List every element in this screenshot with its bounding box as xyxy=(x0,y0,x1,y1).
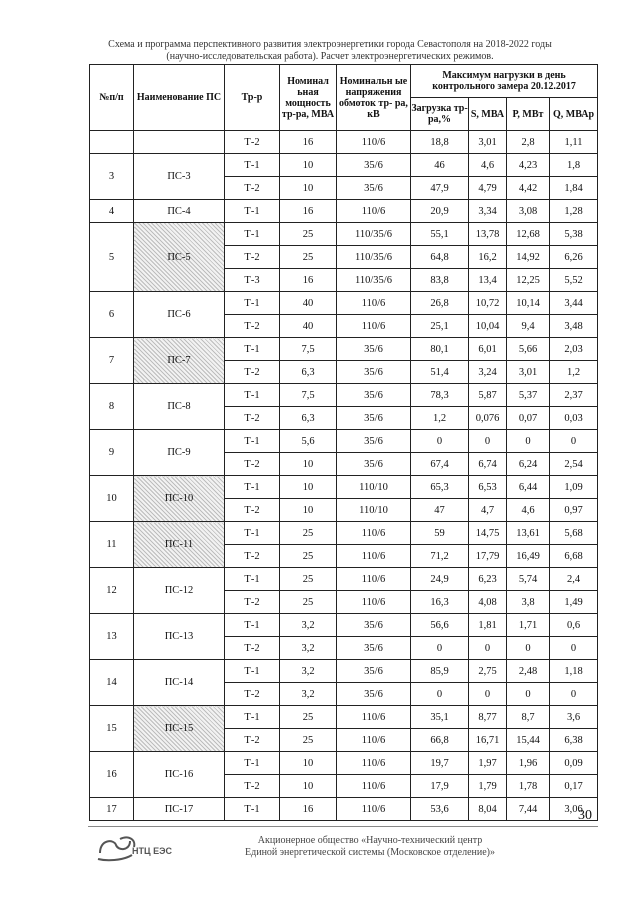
cell-voltage: 110/6 xyxy=(337,545,411,568)
col-header-group: Максимум нагрузки в день контрольного замера 20.12.2017 xyxy=(411,65,598,98)
table-row xyxy=(90,706,598,729)
cell-trp: Т-1 xyxy=(225,338,280,361)
cell-p: 12,25 xyxy=(507,269,550,292)
cell-s: 1,81 xyxy=(469,614,507,637)
cell-load: 65,3 xyxy=(411,476,469,499)
cell-p: 1,71 xyxy=(507,614,550,637)
cell-num: 4 xyxy=(90,200,134,223)
cell-num: 3 xyxy=(90,154,134,200)
cell-load: 17,9 xyxy=(411,775,469,798)
cell-trp: Т-2 xyxy=(225,246,280,269)
cell-trp: Т-2 xyxy=(225,177,280,200)
cell-s: 1,79 xyxy=(469,775,507,798)
cell-power: 25 xyxy=(280,246,337,269)
cell-p: 7,44 xyxy=(507,798,550,821)
col-header-voltage: Номинальн ые напряжения обмоток тр- ра, кВ xyxy=(337,65,411,131)
table-row xyxy=(90,131,598,154)
cell-trp: Т-2 xyxy=(225,775,280,798)
table-row xyxy=(90,660,598,683)
cell-load: 56,6 xyxy=(411,614,469,637)
cell-s: 4,7 xyxy=(469,499,507,522)
table-row xyxy=(90,568,598,591)
cell-load: 25,1 xyxy=(411,315,469,338)
cell-power: 40 xyxy=(280,292,337,315)
cell-q: 1,18 xyxy=(550,660,598,683)
cell-voltage: 110/6 xyxy=(337,131,411,154)
cell-voltage: 110/35/6 xyxy=(337,223,411,246)
cell-voltage: 110/6 xyxy=(337,706,411,729)
cell-power: 10 xyxy=(280,499,337,522)
cell-power: 6,3 xyxy=(280,361,337,384)
cell-load: 19,7 xyxy=(411,752,469,775)
cell-load: 20,9 xyxy=(411,200,469,223)
cell-s: 0 xyxy=(469,430,507,453)
cell-substation-name: ПС-12 xyxy=(134,568,225,614)
cell-p: 4,42 xyxy=(507,177,550,200)
cell-load: 55,1 xyxy=(411,223,469,246)
cell-trp: Т-2 xyxy=(225,407,280,430)
cell-power: 16 xyxy=(280,131,337,154)
cell-q: 0 xyxy=(550,637,598,660)
cell-load: 53,6 xyxy=(411,798,469,821)
cell-substation-name: ПС-4 xyxy=(134,200,225,223)
cell-voltage: 35/6 xyxy=(337,154,411,177)
cell-q: 2,37 xyxy=(550,384,598,407)
cell-q: 0,09 xyxy=(550,752,598,775)
cell-p: 15,44 xyxy=(507,729,550,752)
cell-load: 71,2 xyxy=(411,545,469,568)
cell-substation-name: ПС-9 xyxy=(134,430,225,476)
cell-voltage: 35/6 xyxy=(337,614,411,637)
cell-p: 3,08 xyxy=(507,200,550,223)
cell-q: 1,09 xyxy=(550,476,598,499)
col-header-num: №п/п xyxy=(90,65,134,131)
cell-q: 1,2 xyxy=(550,361,598,384)
cell-q: 2,54 xyxy=(550,453,598,476)
cell-voltage: 35/6 xyxy=(337,683,411,706)
cell-q: 6,38 xyxy=(550,729,598,752)
cell-num: 6 xyxy=(90,292,134,338)
cell-s: 6,53 xyxy=(469,476,507,499)
cell-substation-name: ПС-8 xyxy=(134,384,225,430)
cell-power: 25 xyxy=(280,568,337,591)
cell-power: 6,3 xyxy=(280,407,337,430)
table-row xyxy=(90,430,598,453)
cell-s: 3,24 xyxy=(469,361,507,384)
cell-substation-name: ПС-15 xyxy=(134,706,225,752)
cell-power: 25 xyxy=(280,706,337,729)
cell-voltage: 35/6 xyxy=(337,407,411,430)
cell-q: 0,6 xyxy=(550,614,598,637)
cell-q: 5,52 xyxy=(550,269,598,292)
cell-trp: Т-1 xyxy=(225,223,280,246)
cell-power: 25 xyxy=(280,729,337,752)
cell-voltage: 35/6 xyxy=(337,384,411,407)
cell-power: 3,2 xyxy=(280,637,337,660)
cell-load: 80,1 xyxy=(411,338,469,361)
cell-q: 1,28 xyxy=(550,200,598,223)
col-header-s: S, МВА xyxy=(469,98,507,131)
cell-num: 5 xyxy=(90,223,134,292)
cell-power: 25 xyxy=(280,223,337,246)
cell-trp: Т-3 xyxy=(225,269,280,292)
cell-s: 0,076 xyxy=(469,407,507,430)
table-row xyxy=(90,200,598,223)
cell-trp: Т-1 xyxy=(225,614,280,637)
cell-power: 10 xyxy=(280,453,337,476)
cell-trp: Т-1 xyxy=(225,660,280,683)
cell-s: 6,23 xyxy=(469,568,507,591)
cell-load: 66,8 xyxy=(411,729,469,752)
cell-voltage: 110/10 xyxy=(337,499,411,522)
cell-s: 8,04 xyxy=(469,798,507,821)
cell-s: 16,2 xyxy=(469,246,507,269)
cell-substation-name xyxy=(134,131,225,154)
logo-text: НТЦ ЕЭС xyxy=(132,846,172,856)
cell-power: 40 xyxy=(280,315,337,338)
cell-q: 2,4 xyxy=(550,568,598,591)
cell-s: 16,71 xyxy=(469,729,507,752)
cell-power: 16 xyxy=(280,269,337,292)
cell-power: 10 xyxy=(280,752,337,775)
cell-voltage: 110/6 xyxy=(337,568,411,591)
cell-power: 5,6 xyxy=(280,430,337,453)
cell-power: 10 xyxy=(280,775,337,798)
cell-load: 64,8 xyxy=(411,246,469,269)
cell-q: 1,8 xyxy=(550,154,598,177)
cell-load: 59 xyxy=(411,522,469,545)
cell-power: 10 xyxy=(280,476,337,499)
cell-load: 26,8 xyxy=(411,292,469,315)
cell-trp: Т-1 xyxy=(225,752,280,775)
cell-p: 3,01 xyxy=(507,361,550,384)
cell-load: 16,3 xyxy=(411,591,469,614)
cell-p: 6,24 xyxy=(507,453,550,476)
cell-voltage: 35/6 xyxy=(337,453,411,476)
cell-num: 12 xyxy=(90,568,134,614)
cell-trp: Т-2 xyxy=(225,315,280,338)
cell-power: 25 xyxy=(280,545,337,568)
cell-q: 1,84 xyxy=(550,177,598,200)
cell-num xyxy=(90,131,134,154)
cell-voltage: 110/6 xyxy=(337,798,411,821)
cell-load: 0 xyxy=(411,637,469,660)
cell-load: 67,4 xyxy=(411,453,469,476)
cell-p: 13,61 xyxy=(507,522,550,545)
cell-voltage: 110/6 xyxy=(337,591,411,614)
cell-p: 3,8 xyxy=(507,591,550,614)
cell-q: 5,38 xyxy=(550,223,598,246)
table-row xyxy=(90,154,598,177)
cell-num: 15 xyxy=(90,706,134,752)
header-line-2: (научно-исследовательская работа). Расчет электроэнергетических режимов. xyxy=(166,50,494,62)
cell-substation-name: ПС-14 xyxy=(134,660,225,706)
cell-trp: Т-1 xyxy=(225,154,280,177)
cell-load: 35,1 xyxy=(411,706,469,729)
cell-q: 0 xyxy=(550,683,598,706)
cell-s: 3,01 xyxy=(469,131,507,154)
cell-load: 85,9 xyxy=(411,660,469,683)
cell-voltage: 35/6 xyxy=(337,660,411,683)
footer xyxy=(200,835,540,859)
cell-s: 1,97 xyxy=(469,752,507,775)
table-row xyxy=(90,798,598,821)
col-header-q: Q, МВАр xyxy=(550,98,598,131)
cell-trp: Т-1 xyxy=(225,522,280,545)
cell-q: 0,03 xyxy=(550,407,598,430)
cell-load: 47 xyxy=(411,499,469,522)
cell-p: 2,8 xyxy=(507,131,550,154)
cell-q: 0,97 xyxy=(550,499,598,522)
cell-trp: Т-2 xyxy=(225,683,280,706)
cell-num: 9 xyxy=(90,430,134,476)
cell-p: 0 xyxy=(507,430,550,453)
cell-power: 16 xyxy=(280,200,337,223)
cell-trp: Т-1 xyxy=(225,384,280,407)
cell-num: 13 xyxy=(90,614,134,660)
cell-voltage: 35/6 xyxy=(337,177,411,200)
cell-trp: Т-2 xyxy=(225,591,280,614)
cell-num: 16 xyxy=(90,752,134,798)
cell-s: 4,08 xyxy=(469,591,507,614)
cell-power: 3,2 xyxy=(280,614,337,637)
cell-trp: Т-1 xyxy=(225,200,280,223)
cell-num: 8 xyxy=(90,384,134,430)
cell-power: 25 xyxy=(280,522,337,545)
cell-trp: Т-1 xyxy=(225,798,280,821)
cell-s: 17,79 xyxy=(469,545,507,568)
cell-num: 17 xyxy=(90,798,134,821)
cell-p: 16,49 xyxy=(507,545,550,568)
cell-power: 25 xyxy=(280,591,337,614)
cell-trp: Т-1 xyxy=(225,706,280,729)
col-header-power: Номинал ьная мощность тр-ра, МВА xyxy=(280,65,337,131)
cell-voltage: 110/6 xyxy=(337,775,411,798)
cell-voltage: 110/6 xyxy=(337,200,411,223)
cell-load: 78,3 xyxy=(411,384,469,407)
cell-q: 6,68 xyxy=(550,545,598,568)
cell-p: 2,48 xyxy=(507,660,550,683)
cell-p: 14,92 xyxy=(507,246,550,269)
cell-q: 0,17 xyxy=(550,775,598,798)
cell-trp: Т-1 xyxy=(225,430,280,453)
cell-substation-name: ПС-7 xyxy=(134,338,225,384)
cell-voltage: 110/6 xyxy=(337,729,411,752)
cell-power: 16 xyxy=(280,798,337,821)
cell-trp: Т-2 xyxy=(225,499,280,522)
cell-q: 3,44 xyxy=(550,292,598,315)
cell-voltage: 110/6 xyxy=(337,315,411,338)
cell-p: 4,6 xyxy=(507,499,550,522)
cell-load: 0 xyxy=(411,430,469,453)
cell-s: 0 xyxy=(469,637,507,660)
cell-load: 46 xyxy=(411,154,469,177)
cell-voltage: 110/35/6 xyxy=(337,246,411,269)
cell-p: 12,68 xyxy=(507,223,550,246)
cell-p: 0 xyxy=(507,637,550,660)
cell-p: 0,07 xyxy=(507,407,550,430)
cell-q: 3,6 xyxy=(550,706,598,729)
cell-voltage: 110/35/6 xyxy=(337,269,411,292)
cell-s: 4,79 xyxy=(469,177,507,200)
cell-s: 6,74 xyxy=(469,453,507,476)
table-row xyxy=(90,338,598,361)
cell-load: 1,2 xyxy=(411,407,469,430)
cell-substation-name: ПС-13 xyxy=(134,614,225,660)
cell-s: 0 xyxy=(469,683,507,706)
cell-num: 14 xyxy=(90,660,134,706)
cell-substation-name: ПС-5 xyxy=(134,223,225,292)
cell-p: 5,37 xyxy=(507,384,550,407)
cell-voltage: 35/6 xyxy=(337,430,411,453)
cell-load: 24,9 xyxy=(411,568,469,591)
cell-voltage: 110/6 xyxy=(337,292,411,315)
cell-num: 10 xyxy=(90,476,134,522)
cell-s: 10,72 xyxy=(469,292,507,315)
table-row xyxy=(90,223,598,246)
cell-substation-name: ПС-11 xyxy=(134,522,225,568)
cell-q: 5,68 xyxy=(550,522,598,545)
cell-num: 7 xyxy=(90,338,134,384)
header-line-1: Схема и программа перспективного развития электроэнергетики города Севастополя на 2018-2022 годы xyxy=(108,39,552,50)
cell-q: 3,48 xyxy=(550,315,598,338)
table-row xyxy=(90,752,598,775)
cell-trp: Т-2 xyxy=(225,729,280,752)
col-header-p: Р, МВт xyxy=(507,98,550,131)
cell-s: 2,75 xyxy=(469,660,507,683)
cell-power: 7,5 xyxy=(280,338,337,361)
col-header-load: Загрузка тр-ра,% xyxy=(411,98,469,131)
cell-s: 10,04 xyxy=(469,315,507,338)
cell-power: 7,5 xyxy=(280,384,337,407)
table-row xyxy=(90,614,598,637)
cell-q: 6,26 xyxy=(550,246,598,269)
cell-q: 1,11 xyxy=(550,131,598,154)
cell-s: 13,4 xyxy=(469,269,507,292)
cell-power: 10 xyxy=(280,154,337,177)
cell-voltage: 110/6 xyxy=(337,752,411,775)
cell-trp: Т-2 xyxy=(225,545,280,568)
cell-load: 51,4 xyxy=(411,361,469,384)
cell-s: 13,78 xyxy=(469,223,507,246)
cell-s: 5,87 xyxy=(469,384,507,407)
document-header xyxy=(60,39,600,62)
cell-s: 8,77 xyxy=(469,706,507,729)
cell-s: 6,01 xyxy=(469,338,507,361)
table-row xyxy=(90,522,598,545)
cell-p: 1,78 xyxy=(507,775,550,798)
cell-trp: Т-1 xyxy=(225,568,280,591)
cell-load: 18,8 xyxy=(411,131,469,154)
col-header-name: Наименование ПС xyxy=(134,65,225,131)
cell-p: 6,44 xyxy=(507,476,550,499)
cell-trp: Т-1 xyxy=(225,292,280,315)
cell-p: 9,4 xyxy=(507,315,550,338)
table-body xyxy=(90,131,598,821)
cell-trp: Т-2 xyxy=(225,453,280,476)
cell-q: 0 xyxy=(550,430,598,453)
cell-p: 8,7 xyxy=(507,706,550,729)
cell-substation-name: ПС-10 xyxy=(134,476,225,522)
cell-p: 1,96 xyxy=(507,752,550,775)
load-table xyxy=(89,64,598,821)
cell-voltage: 35/6 xyxy=(337,361,411,384)
cell-power: 10 xyxy=(280,177,337,200)
cell-q: 3,06 xyxy=(550,798,598,821)
cell-power: 3,2 xyxy=(280,660,337,683)
cell-q: 2,03 xyxy=(550,338,598,361)
cell-load: 0 xyxy=(411,683,469,706)
table-row xyxy=(90,384,598,407)
col-header-trp: Тр-р xyxy=(225,65,280,131)
cell-trp: Т-1 xyxy=(225,476,280,499)
table-row xyxy=(90,476,598,499)
page-number: 30 xyxy=(578,808,592,823)
cell-s: 14,75 xyxy=(469,522,507,545)
cell-p: 5,74 xyxy=(507,568,550,591)
cell-trp: Т-2 xyxy=(225,131,280,154)
cell-substation-name: ПС-3 xyxy=(134,154,225,200)
cell-num: 11 xyxy=(90,522,134,568)
cell-substation-name: ПС-6 xyxy=(134,292,225,338)
cell-substation-name: ПС-17 xyxy=(134,798,225,821)
cell-voltage: 110/6 xyxy=(337,522,411,545)
ntc-ees-logo xyxy=(92,831,184,865)
footer-line-2: Единой энергетической системы (Московское отделение)» xyxy=(245,847,495,858)
table-row xyxy=(90,292,598,315)
cell-p: 10,14 xyxy=(507,292,550,315)
cell-voltage: 110/10 xyxy=(337,476,411,499)
table-header xyxy=(90,65,598,131)
footer-divider xyxy=(88,826,598,827)
cell-voltage: 35/6 xyxy=(337,338,411,361)
cell-s: 3,34 xyxy=(469,200,507,223)
cell-p: 4,23 xyxy=(507,154,550,177)
cell-voltage: 35/6 xyxy=(337,637,411,660)
cell-power: 3,2 xyxy=(280,683,337,706)
cell-substation-name: ПС-16 xyxy=(134,752,225,798)
cell-p: 5,66 xyxy=(507,338,550,361)
cell-q: 1,49 xyxy=(550,591,598,614)
cell-load: 83,8 xyxy=(411,269,469,292)
cell-s: 4,6 xyxy=(469,154,507,177)
footer-line-1: Акционерное общество «Научно-технический центр xyxy=(257,835,483,846)
cell-p: 0 xyxy=(507,683,550,706)
cell-load: 47,9 xyxy=(411,177,469,200)
cell-trp: Т-2 xyxy=(225,361,280,384)
cell-trp: Т-2 xyxy=(225,637,280,660)
